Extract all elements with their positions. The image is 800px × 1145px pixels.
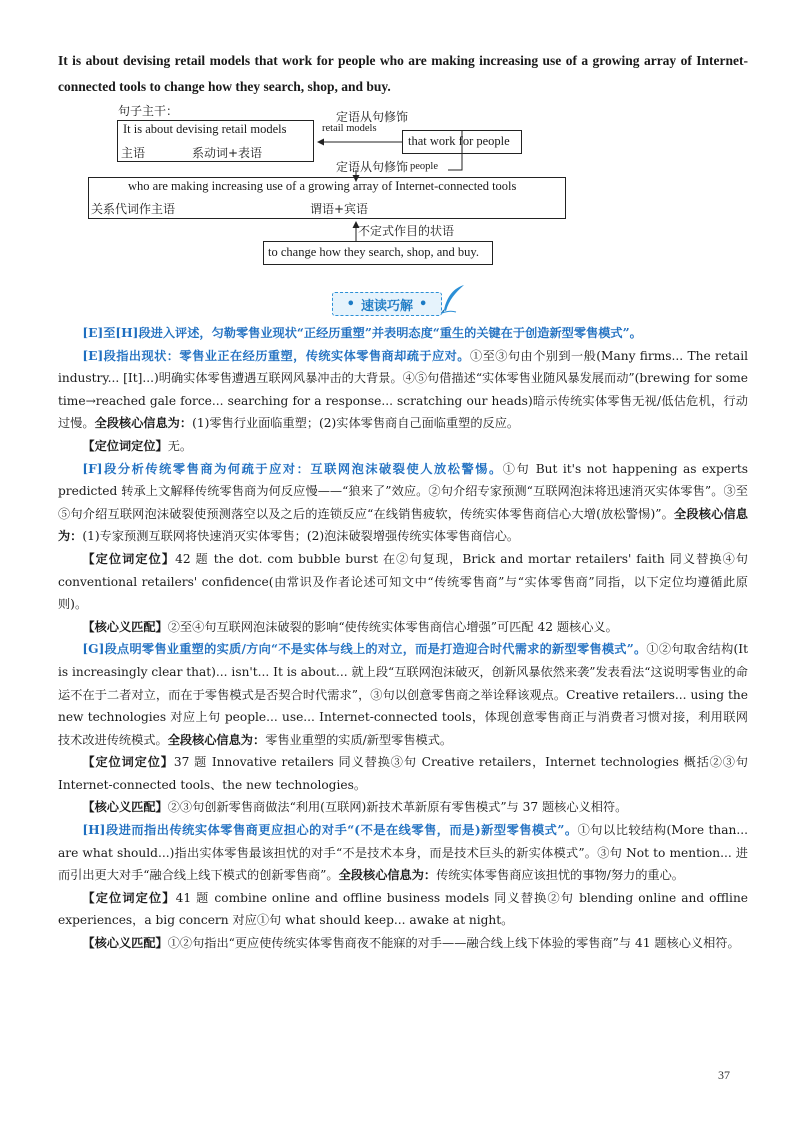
relative-clause-1-label: 定语从句修饰 — [336, 110, 409, 124]
paragraph-11: 【核心义匹配】①②句指出“更应使传统实体零售商夜不能寐的对手——融合线上线下体验的零售商”与 41 题核心义相符。 — [82, 936, 740, 951]
relative-clause-1-text: that work for people — [408, 134, 510, 148]
verb-predicative-label: 系动词+表语 — [192, 146, 263, 160]
relative-clause-2-label: 定语从句修饰 — [336, 160, 409, 174]
analysis-body — [58, 322, 748, 955]
paragraph-7: 【定位词定位】37 题 Innovative retailers 同义替换③句 Creative retailers，Internet technologies 概括②③句 Internet-connected tools、the new technologies。 — [58, 755, 748, 792]
page-number: 37 — [718, 1068, 730, 1082]
subject-label: 主语 — [121, 146, 146, 160]
relative-clause-2-target: people — [410, 161, 438, 172]
relative-clause-1-target: retail models — [322, 123, 377, 134]
paragraph-4: 【定位词定位】42 题 the dot. com bubble burst 在②句复现，Brick and mortar retailers' faith 同义替换④句 conventional retailers' confidence(由常识及作者论述可知文中“传统零售商”与“实体零售商”同指，以下定位均遵循此原则)。 — [58, 551, 748, 612]
banner-title: 速读巧解 — [360, 298, 413, 314]
main-clause-text: It is about devising retail models — [123, 122, 287, 136]
paragraph-8: 【核心义匹配】②③句创新零售商做法“利用(互联网)新技术革新原有零售模式”与 37 题核心义相符。 — [82, 800, 628, 815]
infinitive-text: to change how they search, shop, and buy. — [268, 245, 479, 259]
paragraph-0: [E]至[H]段进入评述，匀勒零售业现状“正经历重塑”并表明态度“重生的关键在于创造新型零售模式”。 — [82, 326, 642, 340]
predicate-object-label: 谓语+宾语 — [310, 202, 369, 216]
quill-pen-icon — [440, 284, 466, 314]
paragraph-10: 【定位词定位】41 题 combine online and offline business models 同义替换②句 blending online and offline experiences，a big concern 对应①句 what should keep... awake at night。 — [58, 890, 749, 928]
section-banner — [332, 292, 442, 316]
paragraph-9: [H]段进而指出传统实体零售商更应担心的对手“(不是在线零售，而是)新型零售模式”。①句以比较结构(More than... are what should...)指出实体零售最该担忧的对手“不是技术本身，而是技术巨头的新实体模式”。③句 Not to mention... 进而引出更大对手“融合线上线下模式的创新零售商”。全段核心信息为：传统实体零售商应该担忧的事物/努力的重心。 — [58, 823, 749, 883]
diagram-arrows — [0, 0, 800, 300]
main-clause-label: 句子主干： — [118, 104, 179, 118]
banner-dot-right: • — [419, 296, 428, 312]
banner-dot-left: • — [346, 296, 355, 312]
infinitive-label: 不定式作目的状语 — [358, 224, 455, 238]
relative-clause-2-text: who are making increasing use of a growing array of Internet-connected tools — [128, 179, 517, 193]
paragraph-5: 【核心义匹配】②至④句互联网泡沫破裂的影响“使传统实体零售商信心增强”可匹配 42 题核心义。 — [82, 619, 618, 634]
lead-sentence: It is about devising retail models that work for people who are making increasing use of a growing array of Internet-connected tools to change how they search, shop, and buy. — [58, 53, 748, 94]
paragraph-6: [G]段点明零售业重塑的实质/方向“不是实体与线上的对立，而是打造迎合时代需求的新型零售模式”。①②句取舍结构(It is increasingly clear that)... isn't... It is about... 就上段“互联网泡沫破灭，创新风暴依然来袭”发表看法“这说明零售业的命运不在于二者对立，而在于零售模式是否契合时代需求”，③句以创意零售商之举诠释该观点。Creative retailers... using the new technologies 对应上句 people... use... Internet-connected tools，体现创意零售商正与消费者习惯对接，利用联网技术改进传统模式。全段核心信息为：零售业重塑的实质/新型零售模式。 — [58, 642, 748, 747]
paragraph-1: [E]段指出现状：零售业正在经历重塑，传统实体零售商却疏于应对。①至③句由个别到一般(Many firms... The retail industry... [It]...)明确实体零售遭遇互联网风暴冲击的大背景。④⑤句借描述“实体零售业随风暴发展而动”(brewing for some time→reached gale force... searching for a response... scratching our heads)暗示传统实体零售无视/低估危机，行动过慢。全段核心信息为：(1)零售行业面临重塑；(2)实体零售商自己面临重塑的反应。 — [58, 348, 748, 431]
relative-pronoun-subject-label: 关系代词作主语 — [91, 202, 176, 216]
paragraph-2: 【定位词定位】无。 — [82, 438, 193, 453]
paragraph-3: [F]段分析传统零售商为何疏于应对：互联网泡沫破裂使人放松警惕。①句 But it's not happening as experts predicted 转承上文解释传统零售商为何反应慢——“狼来了”效应。②句介绍专家预测“互联网泡沫将迅速消灭实体零售”。③至⑤句介绍互联网泡沫破裂使预测落空以及之后的连锁反应“在线销售疲软，传统实体零售商信心大增(放松警惕)”。全段核心信息为：(1)专家预测互联网将快速消灭实体零售；(2)泡沫破裂增强传统实体零售商信心。 — [58, 461, 748, 544]
